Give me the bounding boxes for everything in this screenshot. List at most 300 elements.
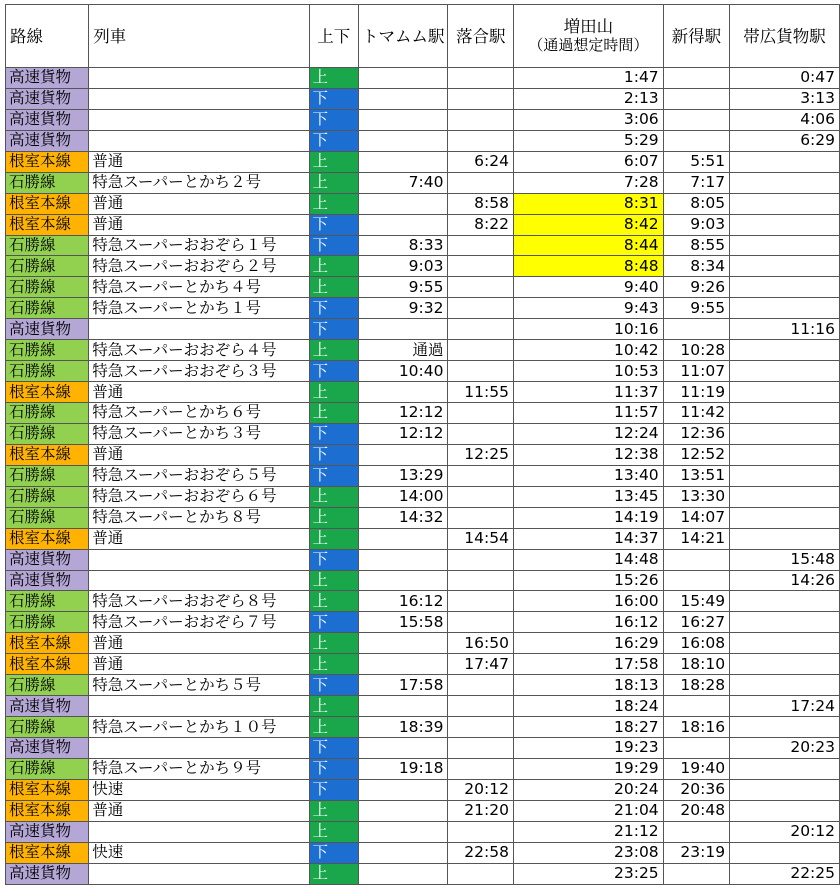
- obihiro-time: [730, 423, 840, 444]
- tomamu-time: [358, 528, 448, 549]
- tomamu-time: [358, 549, 448, 570]
- table-row: [6, 151, 840, 172]
- table-row: [6, 172, 840, 193]
- shintoku-time: [663, 821, 729, 842]
- obihiro-time: [730, 277, 840, 298]
- table-row: [6, 779, 840, 800]
- ochiai-time: [448, 758, 513, 779]
- ochiai-time: [448, 465, 513, 486]
- line-cell: 根室本線: [6, 444, 89, 465]
- obihiro-time: [730, 172, 840, 193]
- masudayama-time: 12:38: [513, 444, 663, 465]
- tomamu-time: [358, 863, 448, 884]
- direction-cell: 下: [309, 779, 358, 800]
- tomamu-time: 19:18: [358, 758, 448, 779]
- direction-cell: 下: [309, 361, 358, 382]
- ochiai-time: [448, 277, 513, 298]
- shintoku-time: [663, 570, 729, 591]
- direction-cell: 上: [309, 591, 358, 612]
- shintoku-time: [663, 738, 729, 759]
- header-obihiro: 帯広貨物駅: [730, 5, 840, 68]
- masudayama-time: 16:29: [513, 633, 663, 654]
- masudayama-time: 10:53: [513, 361, 663, 382]
- train-cell: 普通: [89, 151, 309, 172]
- header-train: 列車: [89, 5, 309, 68]
- shintoku-time: 18:28: [663, 675, 729, 696]
- direction-cell: 上: [309, 863, 358, 884]
- line-cell: 石勝線: [6, 591, 89, 612]
- train-cell: 普通: [89, 528, 309, 549]
- shintoku-time: 12:36: [663, 423, 729, 444]
- shintoku-time: 5:51: [663, 151, 729, 172]
- table-row: [6, 528, 840, 549]
- shintoku-time: 8:05: [663, 193, 729, 214]
- ochiai-time: [448, 696, 513, 717]
- table-row: [6, 549, 840, 570]
- direction-cell: 下: [309, 423, 358, 444]
- header-masudayama: [513, 5, 663, 68]
- line-cell: 石勝線: [6, 758, 89, 779]
- train-cell: [89, 738, 309, 759]
- tomamu-time: 14:00: [358, 486, 448, 507]
- table-row: [6, 612, 840, 633]
- tomamu-time: 12:12: [358, 403, 448, 424]
- obihiro-time: [730, 633, 840, 654]
- train-cell: 特急スーパーとかち１号: [89, 298, 309, 319]
- tomamu-time: 9:03: [358, 256, 448, 277]
- shintoku-time: 14:07: [663, 507, 729, 528]
- train-cell: 普通: [89, 444, 309, 465]
- tomamu-time: [358, 319, 448, 340]
- masudayama-time: 9:40: [513, 277, 663, 298]
- shintoku-time: 20:48: [663, 800, 729, 821]
- masudayama-time: 10:42: [513, 340, 663, 361]
- ochiai-time: 21:20: [448, 800, 513, 821]
- masudayama-time: 6:07: [513, 151, 663, 172]
- line-cell: 石勝線: [6, 675, 89, 696]
- header-direction: 上下: [309, 5, 358, 68]
- table-row: [6, 130, 840, 151]
- tomamu-time: [358, 151, 448, 172]
- obihiro-time: [730, 528, 840, 549]
- tomamu-time: [358, 738, 448, 759]
- line-cell: 根室本線: [6, 800, 89, 821]
- shintoku-time: 13:30: [663, 486, 729, 507]
- line-cell: 高速貨物: [6, 821, 89, 842]
- tomamu-time: [358, 382, 448, 403]
- table-row: [6, 633, 840, 654]
- shintoku-time: 12:52: [663, 444, 729, 465]
- header-line: 路線: [6, 5, 89, 68]
- line-cell: 高速貨物: [6, 863, 89, 884]
- shintoku-time: 20:36: [663, 779, 729, 800]
- obihiro-time: [730, 361, 840, 382]
- masudayama-time: 16:00: [513, 591, 663, 612]
- line-cell: 高速貨物: [6, 738, 89, 759]
- ochiai-time: 22:58: [448, 842, 513, 863]
- direction-cell: 下: [309, 675, 358, 696]
- tomamu-time: [358, 821, 448, 842]
- shintoku-time: 18:10: [663, 654, 729, 675]
- obihiro-time: [730, 486, 840, 507]
- direction-cell: 上: [309, 382, 358, 403]
- masudayama-time: 17:58: [513, 654, 663, 675]
- tomamu-time: [358, 193, 448, 214]
- ochiai-time: [448, 717, 513, 738]
- table-row: [6, 109, 840, 130]
- line-cell: 高速貨物: [6, 570, 89, 591]
- table-row: [6, 507, 840, 528]
- masudayama-time: 18:24: [513, 696, 663, 717]
- train-cell: [89, 68, 309, 89]
- line-cell: 高速貨物: [6, 68, 89, 89]
- masudayama-time: 13:40: [513, 465, 663, 486]
- direction-cell: 上: [309, 507, 358, 528]
- table-row: [6, 591, 840, 612]
- masudayama-time: 18:27: [513, 717, 663, 738]
- ochiai-time: [448, 403, 513, 424]
- direction-cell: 上: [309, 68, 358, 89]
- obihiro-time: 11:16: [730, 319, 840, 340]
- tomamu-time: [358, 68, 448, 89]
- train-cell: 普通: [89, 214, 309, 235]
- table-row: [6, 193, 840, 214]
- masudayama-time: 8:48: [513, 256, 663, 277]
- line-cell: 石勝線: [6, 612, 89, 633]
- train-cell: [89, 319, 309, 340]
- table-row: [6, 256, 840, 277]
- shintoku-time: 19:40: [663, 758, 729, 779]
- obihiro-time: 20:12: [730, 821, 840, 842]
- table-row: [6, 319, 840, 340]
- masudayama-time: 18:13: [513, 675, 663, 696]
- train-cell: 普通: [89, 382, 309, 403]
- train-cell: 普通: [89, 654, 309, 675]
- ochiai-time: 17:47: [448, 654, 513, 675]
- tomamu-time: [358, 800, 448, 821]
- tomamu-time: [358, 214, 448, 235]
- ochiai-time: [448, 256, 513, 277]
- line-cell: 高速貨物: [6, 319, 89, 340]
- tomamu-time: [358, 696, 448, 717]
- ochiai-time: [448, 235, 513, 256]
- ochiai-time: [448, 109, 513, 130]
- timetable-container: [5, 4, 840, 885]
- tomamu-time: [358, 444, 448, 465]
- obihiro-time: [730, 675, 840, 696]
- shintoku-time: 18:16: [663, 717, 729, 738]
- line-cell: 根室本線: [6, 214, 89, 235]
- line-cell: 根室本線: [6, 842, 89, 863]
- direction-cell: 上: [309, 717, 358, 738]
- shintoku-time: [663, 109, 729, 130]
- shintoku-time: [663, 696, 729, 717]
- tomamu-time: 16:12: [358, 591, 448, 612]
- masudayama-time: 12:24: [513, 423, 663, 444]
- table-row: [6, 403, 840, 424]
- shintoku-time: 23:19: [663, 842, 729, 863]
- line-cell: 高速貨物: [6, 88, 89, 109]
- ochiai-time: [448, 130, 513, 151]
- tomamu-time: 13:29: [358, 465, 448, 486]
- table-row: [6, 863, 840, 884]
- obihiro-time: [730, 403, 840, 424]
- train-cell: 特急スーパーおおぞら７号: [89, 612, 309, 633]
- masudayama-time: 21:12: [513, 821, 663, 842]
- train-cell: 特急スーパーとかち８号: [89, 507, 309, 528]
- table-row: [6, 570, 840, 591]
- shintoku-time: 8:34: [663, 256, 729, 277]
- train-cell: 特急スーパーおおぞら６号: [89, 486, 309, 507]
- ochiai-time: 6:24: [448, 151, 513, 172]
- obihiro-time: [730, 591, 840, 612]
- header-shintoku: 新得駅: [663, 5, 729, 68]
- direction-cell: 下: [309, 130, 358, 151]
- obihiro-time: [730, 444, 840, 465]
- direction-cell: 下: [309, 612, 358, 633]
- table-row: [6, 277, 840, 298]
- tomamu-time: [358, 130, 448, 151]
- line-cell: 石勝線: [6, 717, 89, 738]
- obihiro-time: 17:24: [730, 696, 840, 717]
- masudayama-time: 8:42: [513, 214, 663, 235]
- line-cell: 根室本線: [6, 193, 89, 214]
- ochiai-time: [448, 863, 513, 884]
- table-row: [6, 340, 840, 361]
- tomamu-time: 17:58: [358, 675, 448, 696]
- train-cell: 特急スーパーとかち３号: [89, 423, 309, 444]
- obihiro-time: [730, 654, 840, 675]
- train-cell: 特急スーパーおおぞら３号: [89, 361, 309, 382]
- obihiro-time: [730, 382, 840, 403]
- table-row: [6, 675, 840, 696]
- train-cell: [89, 863, 309, 884]
- obihiro-time: [730, 235, 840, 256]
- direction-cell: 上: [309, 570, 358, 591]
- masudayama-time: 1:47: [513, 68, 663, 89]
- obihiro-time: [730, 151, 840, 172]
- ochiai-time: [448, 486, 513, 507]
- ochiai-time: [448, 549, 513, 570]
- tomamu-time: [358, 88, 448, 109]
- masudayama-time: 23:08: [513, 842, 663, 863]
- direction-cell: 上: [309, 486, 358, 507]
- direction-cell: 下: [309, 88, 358, 109]
- ochiai-time: 16:50: [448, 633, 513, 654]
- train-cell: 特急スーパーとかち１０号: [89, 717, 309, 738]
- train-cell: [89, 88, 309, 109]
- shintoku-time: 11:07: [663, 361, 729, 382]
- tomamu-time: [358, 109, 448, 130]
- line-cell: 高速貨物: [6, 696, 89, 717]
- table-row: [6, 800, 840, 821]
- table-row: [6, 717, 840, 738]
- line-cell: 石勝線: [6, 486, 89, 507]
- table-row: [6, 465, 840, 486]
- direction-cell: 上: [309, 340, 358, 361]
- obihiro-time: [730, 465, 840, 486]
- ochiai-time: [448, 738, 513, 759]
- masudayama-time: 11:57: [513, 403, 663, 424]
- direction-cell: 上: [309, 172, 358, 193]
- ochiai-time: 14:54: [448, 528, 513, 549]
- shintoku-time: [663, 319, 729, 340]
- shintoku-time: 13:51: [663, 465, 729, 486]
- direction-cell: 上: [309, 654, 358, 675]
- train-cell: 特急スーパーおおぞら８号: [89, 591, 309, 612]
- obihiro-time: 15:48: [730, 549, 840, 570]
- shintoku-time: [663, 549, 729, 570]
- shintoku-time: 16:27: [663, 612, 729, 633]
- table-row: [6, 738, 840, 759]
- tomamu-time: 9:55: [358, 277, 448, 298]
- train-cell: 普通: [89, 193, 309, 214]
- direction-cell: 上: [309, 403, 358, 424]
- masudayama-time: 16:12: [513, 612, 663, 633]
- direction-cell: 上: [309, 821, 358, 842]
- ochiai-time: 8:58: [448, 193, 513, 214]
- direction-cell: 上: [309, 528, 358, 549]
- line-cell: 根室本線: [6, 654, 89, 675]
- ochiai-time: [448, 821, 513, 842]
- shintoku-time: [663, 130, 729, 151]
- train-cell: [89, 549, 309, 570]
- masudayama-time: 8:31: [513, 193, 663, 214]
- shintoku-time: 11:19: [663, 382, 729, 403]
- table-row: [6, 68, 840, 89]
- masudayama-time: 5:29: [513, 130, 663, 151]
- masudayama-time: 9:43: [513, 298, 663, 319]
- shintoku-time: 9:03: [663, 214, 729, 235]
- line-cell: 石勝線: [6, 361, 89, 382]
- masudayama-time: 11:37: [513, 382, 663, 403]
- train-cell: 特急スーパーおおぞら４号: [89, 340, 309, 361]
- line-cell: 石勝線: [6, 465, 89, 486]
- tomamu-time: 18:39: [358, 717, 448, 738]
- ochiai-time: [448, 298, 513, 319]
- table-row: [6, 444, 840, 465]
- obihiro-time: 14:26: [730, 570, 840, 591]
- train-cell: [89, 821, 309, 842]
- line-cell: 石勝線: [6, 507, 89, 528]
- obihiro-time: [730, 779, 840, 800]
- ochiai-time: [448, 361, 513, 382]
- masudayama-time: 8:44: [513, 235, 663, 256]
- tomamu-time: 14:32: [358, 507, 448, 528]
- shintoku-time: 16:08: [663, 633, 729, 654]
- obihiro-time: [730, 214, 840, 235]
- train-cell: 特急スーパーおおぞら２号: [89, 256, 309, 277]
- table-row: [6, 821, 840, 842]
- obihiro-time: [730, 758, 840, 779]
- shintoku-time: 11:42: [663, 403, 729, 424]
- ochiai-time: 8:22: [448, 214, 513, 235]
- obihiro-time: 4:06: [730, 109, 840, 130]
- direction-cell: 下: [309, 842, 358, 863]
- shintoku-time: [663, 863, 729, 884]
- obihiro-time: [730, 717, 840, 738]
- tomamu-time: [358, 779, 448, 800]
- direction-cell: 下: [309, 235, 358, 256]
- direction-cell: 下: [309, 758, 358, 779]
- obihiro-time: [730, 800, 840, 821]
- tomamu-time: 10:40: [358, 361, 448, 382]
- line-cell: 根室本線: [6, 151, 89, 172]
- table-row: [6, 298, 840, 319]
- shintoku-time: 7:17: [663, 172, 729, 193]
- tomamu-time: 8:33: [358, 235, 448, 256]
- train-cell: [89, 696, 309, 717]
- line-cell: 根室本線: [6, 633, 89, 654]
- masudayama-time: 20:24: [513, 779, 663, 800]
- masudayama-time: 3:06: [513, 109, 663, 130]
- ochiai-time: 20:12: [448, 779, 513, 800]
- shintoku-time: 10:28: [663, 340, 729, 361]
- obihiro-time: [730, 256, 840, 277]
- header-masudayama-subtitle: （通過想定時間）: [528, 36, 649, 54]
- masudayama-time: 15:26: [513, 570, 663, 591]
- obihiro-time: 0:47: [730, 68, 840, 89]
- table-row: [6, 696, 840, 717]
- table-row: [6, 235, 840, 256]
- direction-cell: 下: [309, 298, 358, 319]
- shintoku-time: [663, 68, 729, 89]
- direction-cell: 上: [309, 277, 358, 298]
- line-cell: 石勝線: [6, 423, 89, 444]
- train-cell: 特急スーパーおおぞら５号: [89, 465, 309, 486]
- ochiai-time: [448, 507, 513, 528]
- train-cell: [89, 570, 309, 591]
- direction-cell: 下: [309, 319, 358, 340]
- header-ochiai: 落合駅: [448, 5, 513, 68]
- line-cell: 石勝線: [6, 340, 89, 361]
- train-cell: 普通: [89, 800, 309, 821]
- shintoku-time: 9:26: [663, 277, 729, 298]
- ochiai-time: [448, 172, 513, 193]
- line-cell: 高速貨物: [6, 130, 89, 151]
- table-row: [6, 654, 840, 675]
- table-row: [6, 758, 840, 779]
- line-cell: 石勝線: [6, 403, 89, 424]
- obihiro-time: [730, 507, 840, 528]
- header-masudayama-title: 増田山: [563, 17, 614, 36]
- obihiro-time: 6:29: [730, 130, 840, 151]
- obihiro-time: 20:23: [730, 738, 840, 759]
- line-cell: 石勝線: [6, 277, 89, 298]
- direction-cell: 下: [309, 444, 358, 465]
- ochiai-time: [448, 675, 513, 696]
- tomamu-time: [358, 842, 448, 863]
- direction-cell: 下: [309, 549, 358, 570]
- ochiai-time: [448, 612, 513, 633]
- direction-cell: 下: [309, 109, 358, 130]
- line-cell: 根室本線: [6, 528, 89, 549]
- obihiro-time: [730, 340, 840, 361]
- masudayama-time: 14:19: [513, 507, 663, 528]
- line-cell: 高速貨物: [6, 549, 89, 570]
- obihiro-time: [730, 298, 840, 319]
- direction-cell: 上: [309, 633, 358, 654]
- obihiro-time: [730, 842, 840, 863]
- ochiai-time: 12:25: [448, 444, 513, 465]
- masudayama-time: 19:23: [513, 738, 663, 759]
- table-row: [6, 361, 840, 382]
- line-cell: 石勝線: [6, 298, 89, 319]
- table-row: [6, 88, 840, 109]
- shintoku-time: 9:55: [663, 298, 729, 319]
- ochiai-time: [448, 88, 513, 109]
- masudayama-time: 14:48: [513, 549, 663, 570]
